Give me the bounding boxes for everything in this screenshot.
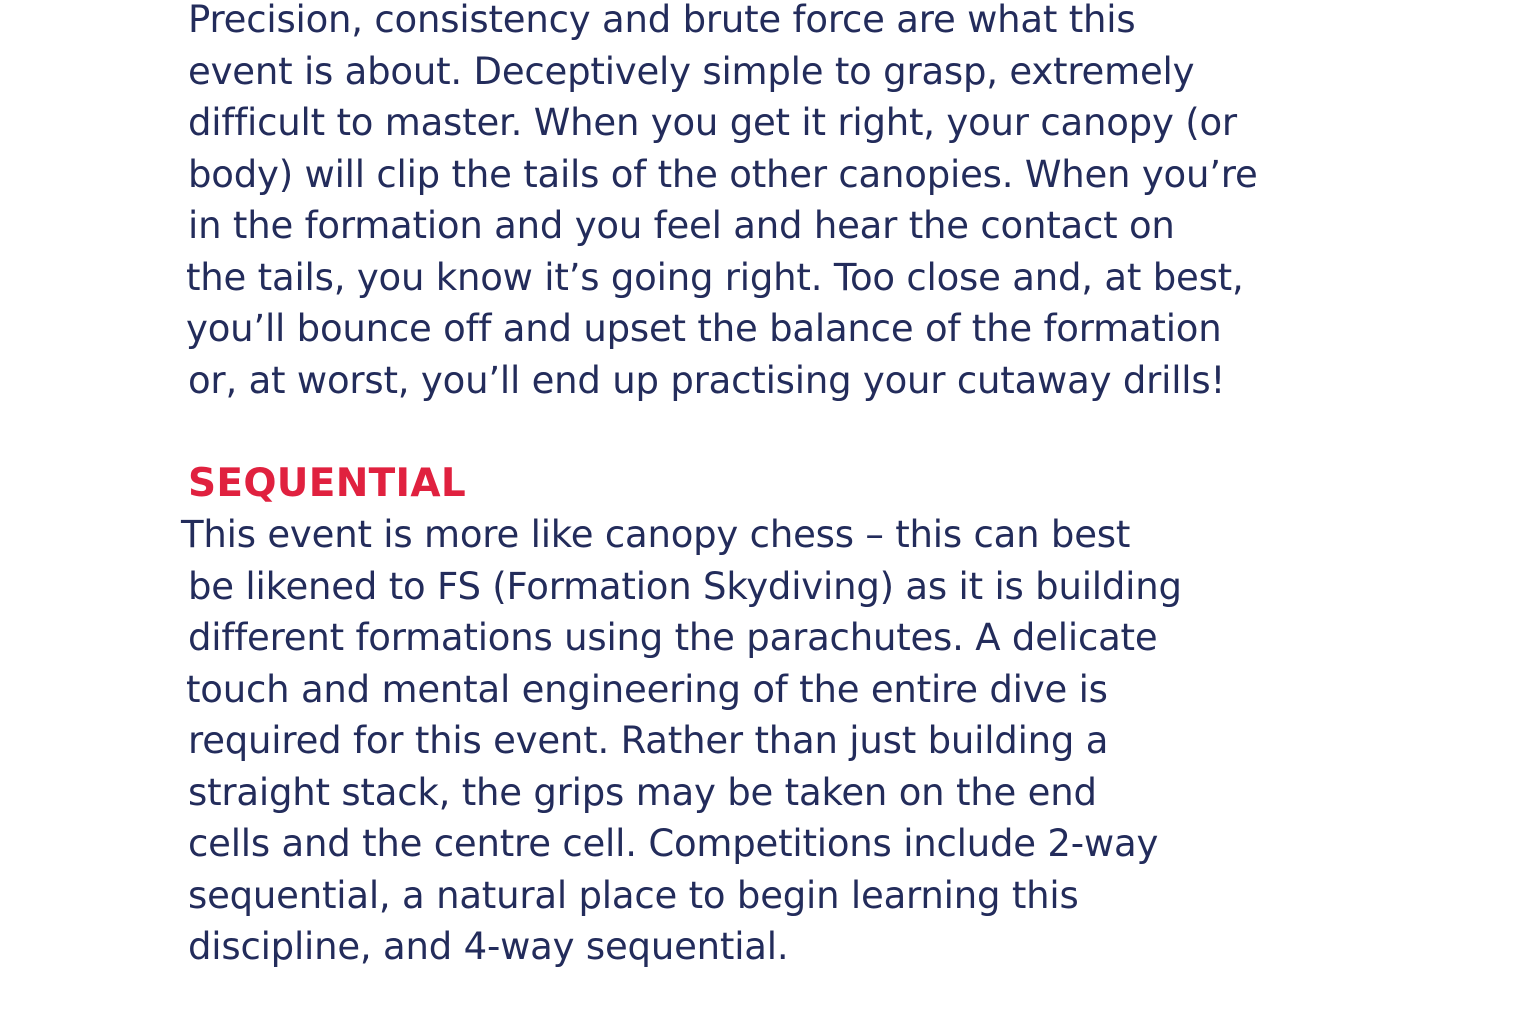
paragraph-line: required for this event. Rather than just building a — [188, 719, 1109, 762]
paragraph-line: straight stack, the grips may be taken on the end — [188, 770, 1097, 814]
paragraph-line: event is about. Deceptively simple to grasp, extremely — [188, 49, 1195, 93]
paragraph-line: or, at worst, you’ll end up practising your cutaway drills! — [188, 358, 1226, 402]
sequential-paragraph — [181, 509, 1368, 973]
paragraph-line: sequential, a natural place to begin learning this — [188, 873, 1079, 917]
paragraph-line: discipline, and 4-way sequential. — [188, 925, 789, 968]
paragraph-line: difficult to master. When you get it right, your canopy (or — [188, 101, 1237, 144]
paragraph-line: This event is more like canopy chess – this can best — [181, 513, 1131, 556]
section-heading-sequential: SEQUENTIAL — [188, 460, 466, 506]
paragraph-line: touch and mental engineering of the entire dive is — [186, 667, 1108, 711]
article-body — [181, 0, 1368, 973]
paragraph-line: cells and the centre cell. Competitions include 2-way — [188, 822, 1159, 865]
paragraph-line: Precision, consistency and brute force are what this — [188, 0, 1136, 41]
paragraph-line: the tails, you know it’s going right. Too close and, at best, — [186, 255, 1244, 299]
paragraph-line: be likened to FS (Formation Skydiving) as it is building — [188, 564, 1182, 608]
paragraph-line: different formations using the parachutes. A delicate — [188, 616, 1158, 659]
paragraph-line: body) will clip the tails of the other canopies. When you’re — [188, 152, 1258, 196]
intro-paragraph — [188, 0, 1368, 406]
paragraph-line: you’ll bounce off and upset the balance of the formation — [186, 307, 1222, 350]
paragraph-line: in the formation and you feel and hear the contact on — [188, 204, 1175, 247]
